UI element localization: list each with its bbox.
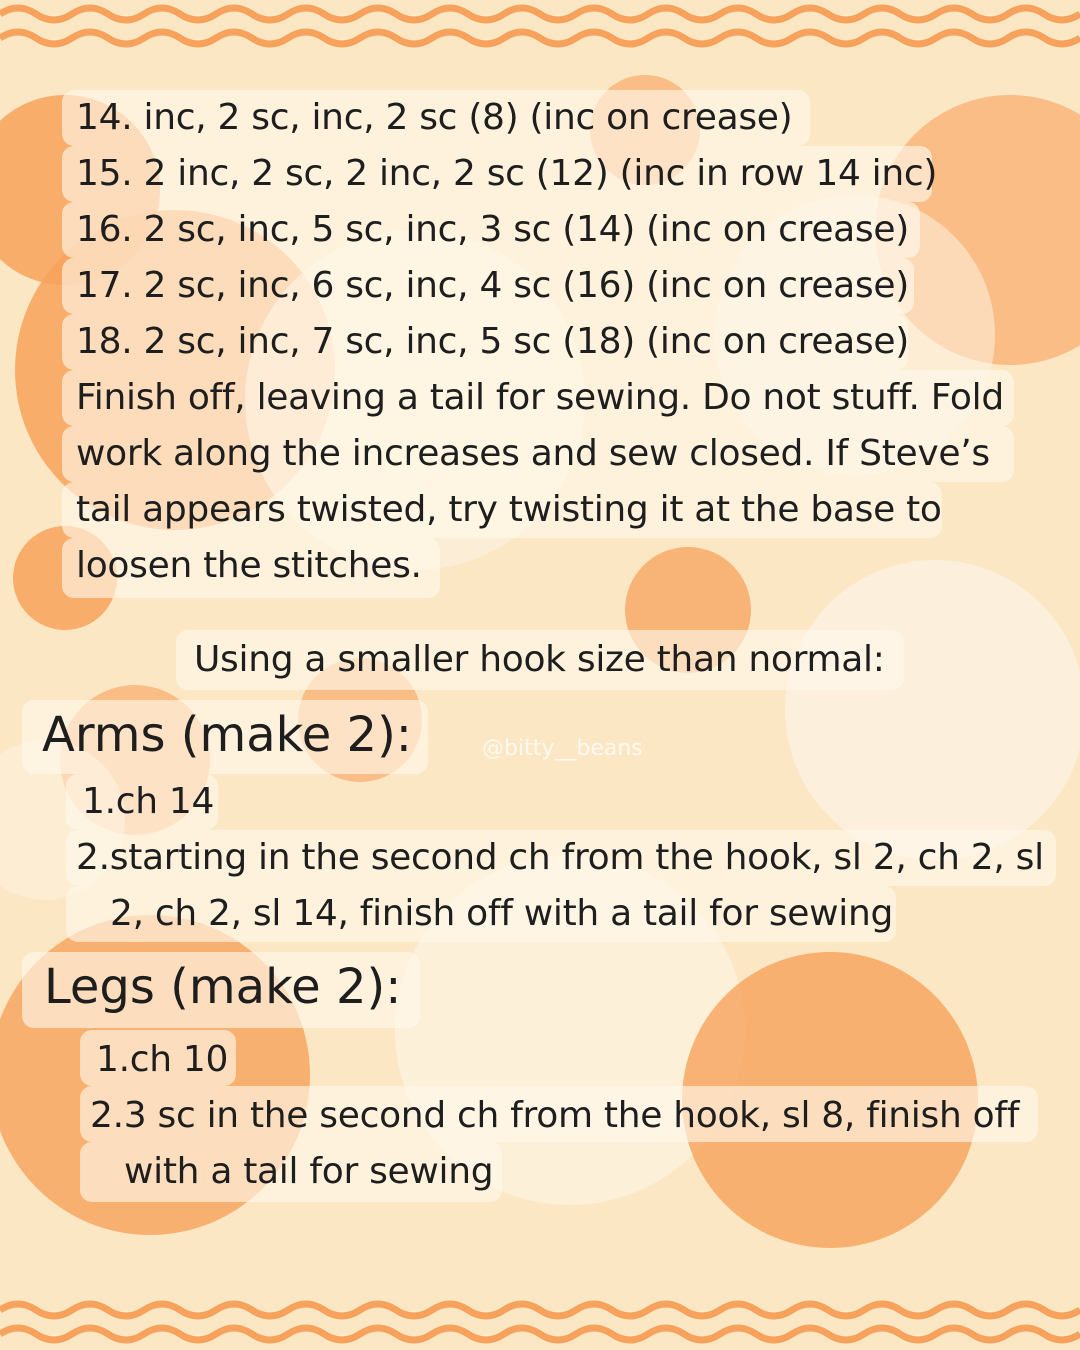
step-text: starting in the second ch from the hook, sl 2, ch 2, sl [109, 837, 1044, 878]
finish-instruction-line: work along the increases and sew closed. If Steve’s [76, 433, 990, 474]
arms-step-1 [82, 774, 214, 830]
watermark: @bitty__beans [482, 736, 643, 761]
step-number: 1. [96, 1039, 130, 1080]
bottom-wave [0, 1304, 1080, 1316]
finish-instruction-line: Finish off, leaving a tail for sewing. Do not stuff. Fold [76, 377, 1004, 418]
hook-size-note: Using a smaller hook size than normal: [194, 639, 885, 680]
legs-step-2 [90, 1088, 1019, 1144]
top-wave [0, 8, 1080, 20]
arms-step-2-continued: 2, ch 2, sl 14, finish off with a tail for sewing [110, 893, 894, 934]
top-wave [0, 32, 1080, 44]
finish-instruction-line: loosen the stitches. [76, 545, 422, 586]
step-number: 2. [90, 1095, 124, 1136]
bottom-wave [0, 1328, 1080, 1340]
legs-step-1 [96, 1032, 228, 1088]
arms-step-2 [76, 830, 1044, 886]
step-number: 2. [76, 837, 110, 878]
pattern-row-15: 15. 2 inc, 2 sc, 2 inc, 2 sc (12) (inc in row 14 inc) [76, 153, 938, 194]
finish-instruction-line: tail appears twisted, try twisting it at the base to [76, 489, 942, 530]
step-number: 1. [82, 781, 116, 822]
pattern-row-17: 17. 2 sc, inc, 6 sc, inc, 4 sc (16) (inc on crease) [76, 265, 909, 306]
step-text: ch 10 [129, 1039, 229, 1080]
legs-step-2-continued: with a tail for sewing [124, 1151, 494, 1192]
decor-circle [785, 560, 1080, 860]
pattern-row-14: 14. inc, 2 sc, inc, 2 sc (8) (inc on crease) [76, 97, 793, 138]
legs-heading: Legs (make 2): [44, 959, 402, 1015]
arms-heading: Arms (make 2): [42, 707, 412, 763]
step-text: 3 sc in the second ch from the hook, sl 8, finish off [123, 1095, 1020, 1136]
pattern-row-16: 16. 2 sc, inc, 5 sc, inc, 3 sc (14) (inc on crease) [76, 209, 909, 250]
pattern-row-18: 18. 2 sc, inc, 7 sc, inc, 5 sc (18) (inc on crease) [76, 321, 909, 362]
step-text: ch 14 [115, 781, 215, 822]
